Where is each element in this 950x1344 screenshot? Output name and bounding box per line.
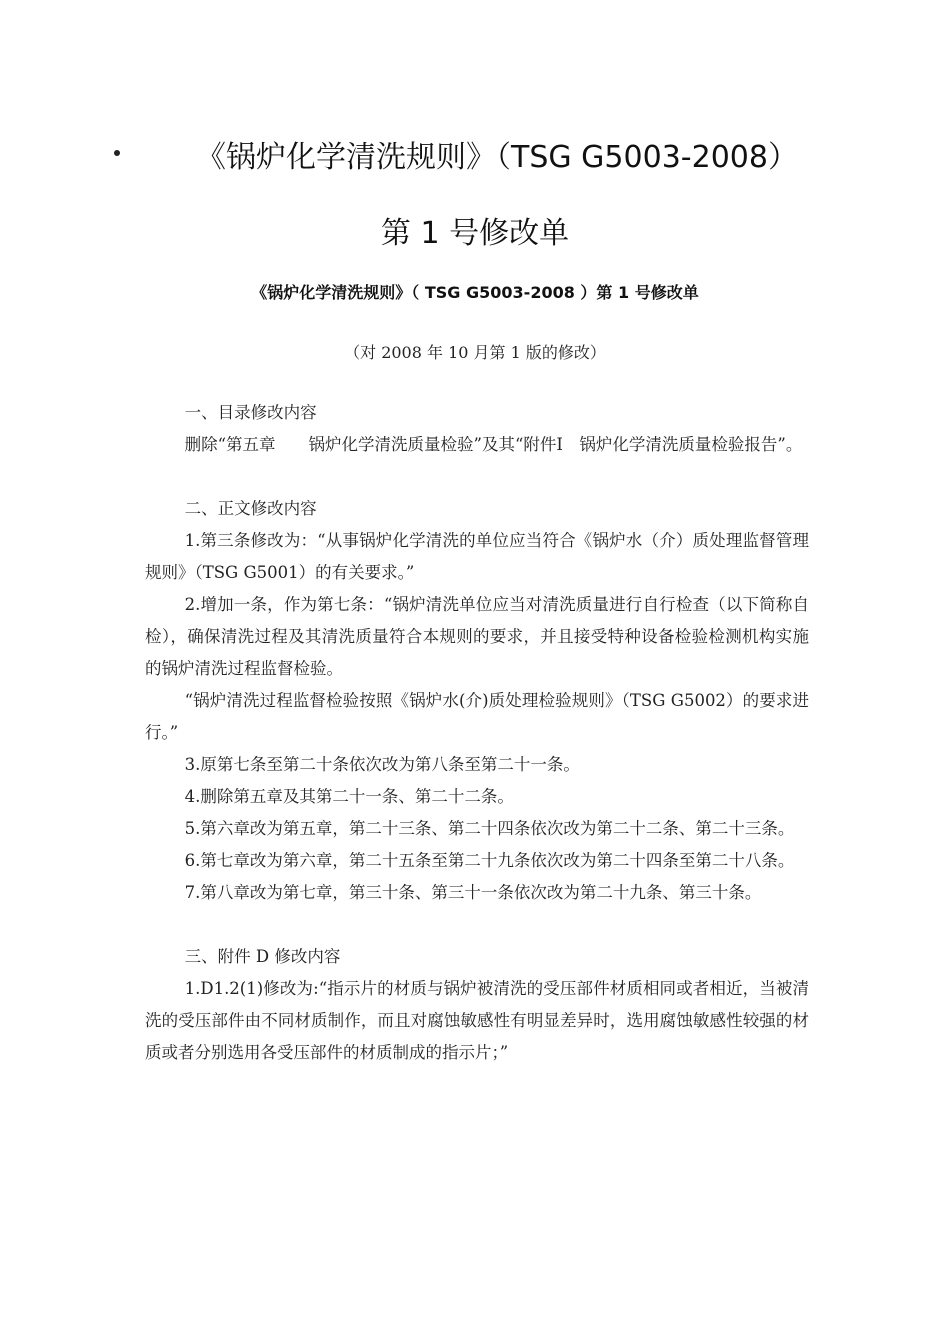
section-paragraph: 7.第八章改为第七章，第三十条、第三十一条依次改为第二十九条、第三十条。 bbox=[184, 883, 762, 902]
section-paragraph: 1.第三条修改为：“从事锅炉化学清洗的单位应当符合《锅炉水（介）质处理监督管理规则》（TSG G5001）的有关要求。” bbox=[145, 531, 809, 582]
document-title-repeat: 《锅炉化学清洗规则》（ TSG G5003-2008 ）第 1 号修改单 bbox=[251, 283, 699, 302]
section-paragraph: 删除“第五章 锅炉化学清洗质量检验”及其“附件Ⅰ 锅炉化学清洗质量检验报告”。 bbox=[184, 435, 803, 454]
section-paragraph: 6.第七章改为第六章，第二十五条至第二十九条依次改为第二十四条至第二十八条。 bbox=[184, 851, 795, 870]
section-heading-appendix: 三、附件 D 修改内容 bbox=[184, 947, 341, 966]
section-paragraph: “锅炉清洗过程监督检验按照《锅炉水(介)质处理检验规则》（TSG G5002）的要求进行。” bbox=[145, 691, 809, 742]
document-title: 《锅炉化学清洗规则》（TSG G5003-2008） bbox=[196, 140, 798, 175]
document-body bbox=[145, 397, 809, 1069]
section-heading-catalog: 一、目录修改内容 bbox=[184, 403, 317, 422]
edition-note: （对 2008 年 10 月第 1 版的修改） bbox=[344, 343, 606, 362]
section-paragraph: 5.第六章改为第五章，第二十三条、第二十四条依次改为第二十二条、第二十三条。 bbox=[184, 819, 795, 838]
document-subtitle: 第 1 号修改单 bbox=[380, 216, 570, 251]
section-paragraph: 2.增加一条，作为第七条：“锅炉清洗单位应当对清洗质量进行自行检查（以下简称自检），确保清洗过程及其清洗质量符合本规则的要求，并且接受特种设备检验检测机构实施的锅炉清洗过程监督检验。 bbox=[145, 595, 809, 678]
section-heading-text: 二、正文修改内容 bbox=[184, 499, 317, 518]
section-paragraph: 3.原第七条至第二十条依次改为第八条至第二十一条。 bbox=[184, 755, 580, 774]
section-paragraph: 1.D1.2(1)修改为:“指示片的材质与锅炉被清洗的受压部件材质相同或者相近，当被清洗的受压部件由不同材质制作，而且对腐蚀敏感性有明显差异时，选用腐蚀敏感性较强的材质或者分别选用各受压部件的材质制成的指示片；” bbox=[145, 979, 809, 1062]
section-paragraph: 4.删除第五章及其第二十一条、第二十二条。 bbox=[184, 787, 514, 806]
